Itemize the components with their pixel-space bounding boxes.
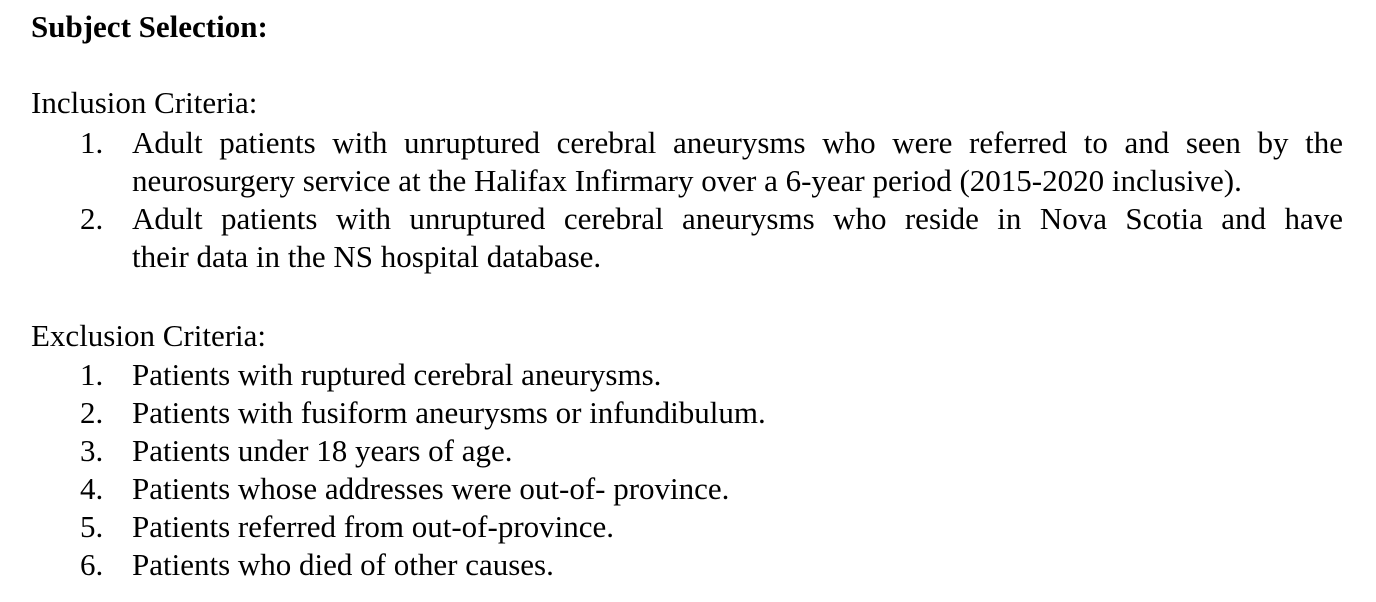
exclusion-item-2 [31,394,1343,432]
list-item-text: Patients with ruptured cerebral aneurysms. [132,357,662,392]
exclusion-criteria-list [31,356,1343,584]
exclusion-item-1 [31,356,1343,394]
list-item-text: their data in the NS hospital database. [132,239,602,274]
list-number: 1. [80,357,104,392]
list-number: 2. [80,201,104,236]
exclusion-item-5 [31,508,1343,546]
list-item-text: neurosurgery service at the Halifax Infirmary over a 6-year period (2015-2020 inclusive). [132,163,1242,198]
list-item-text: Patients who died of other causes. [132,547,554,582]
list-number: 3. [80,433,104,468]
exclusion-item-6 [31,546,1343,584]
exclusion-criteria-label: Exclusion Criteria: [31,318,267,353]
list-item-text: Adult patients with unruptured cerebral aneurysms who reside in Nova Scotia and have [132,201,1343,236]
inclusion-criteria-list [31,124,1343,276]
list-item-text: Patients referred from out-of-province. [132,509,615,544]
list-item-text: Adult patients with unruptured cerebral aneurysms who were referred to and seen by the [132,125,1343,160]
inclusion-item-2 [31,200,1343,276]
list-item-text: Patients whose addresses were out-of- province. [132,471,730,506]
inclusion-item-1 [31,124,1343,200]
section-heading: Subject Selection: [31,9,268,44]
list-number: 4. [80,471,104,506]
list-number: 5. [80,509,104,544]
list-number: 2. [80,395,104,430]
list-item-text: Patients with fusiform aneurysms or infundibulum. [132,395,766,430]
list-item-text: Patients under 18 years of age. [132,433,513,468]
list-number: 6. [80,547,104,582]
inclusion-criteria-label: Inclusion Criteria: [31,85,258,120]
exclusion-item-3 [31,432,1343,470]
list-number: 1. [80,125,104,160]
exclusion-item-4 [31,470,1343,508]
